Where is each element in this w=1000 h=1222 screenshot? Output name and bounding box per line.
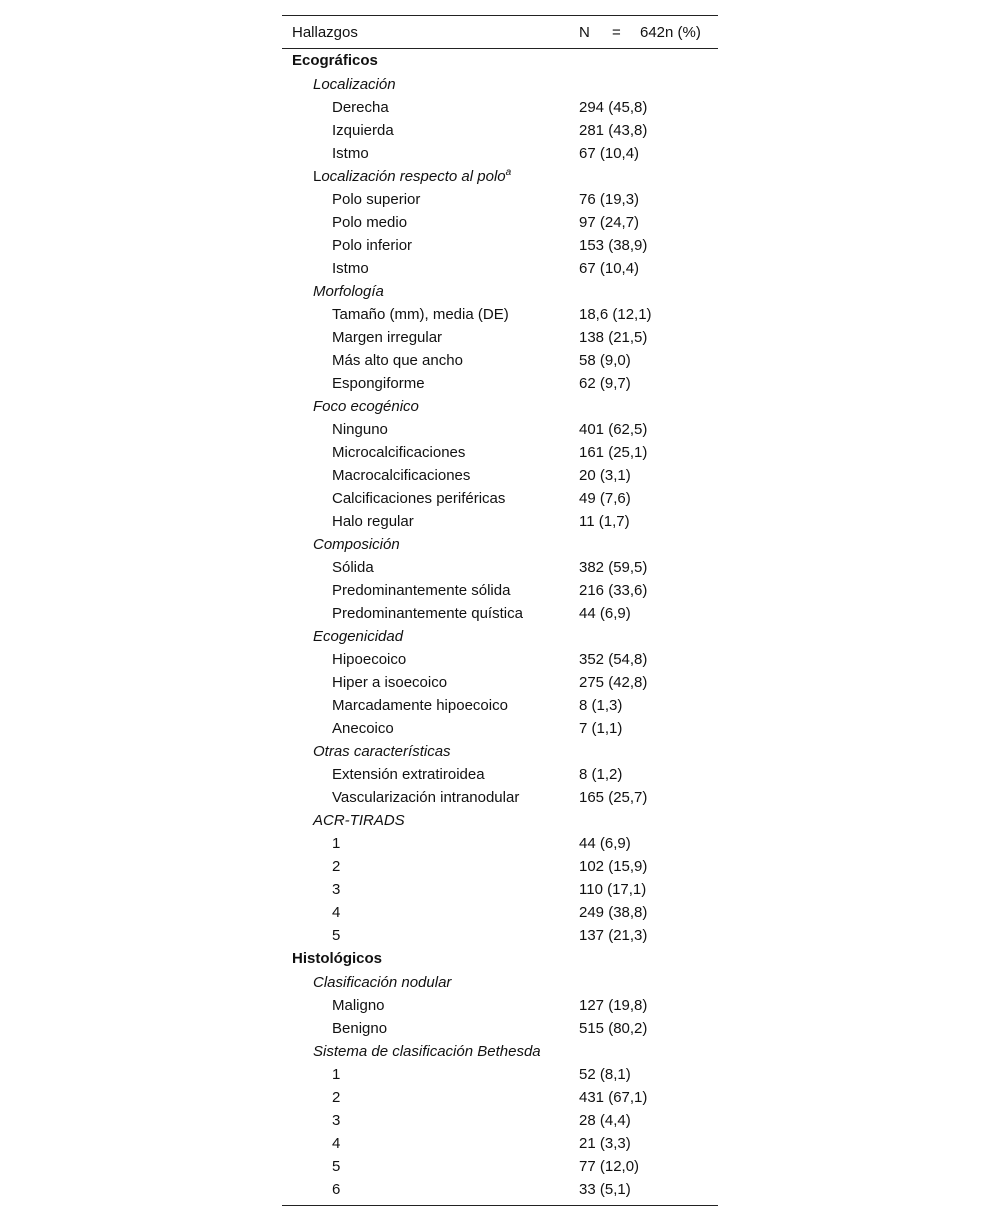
row-label: Microcalcificaciones <box>332 444 466 461</box>
row-value: 18,6 (12,1) <box>579 306 652 323</box>
row-label: Istmo <box>332 260 369 277</box>
row-value: 76 (19,3) <box>579 191 640 208</box>
row-value: 77 (12,0) <box>579 1158 640 1175</box>
row-value: 58 (9,0) <box>579 352 631 369</box>
group-row <box>282 280 718 303</box>
row-label: Izquierda <box>332 122 394 139</box>
row-label: Tamaño (mm), media (DE) <box>332 306 509 323</box>
row-label: Macrocalcificaciones <box>332 467 471 484</box>
row-label: Foco ecogénico <box>313 398 419 415</box>
row-label: Marcadamente hipoecoico <box>332 697 508 714</box>
section-row <box>282 49 718 73</box>
group-row <box>282 625 718 648</box>
row-label: Otras características <box>313 743 451 760</box>
row-label: Polo superior <box>332 191 421 208</box>
group-row <box>282 971 718 994</box>
table-row <box>282 763 718 786</box>
header-equals: = <box>612 24 621 41</box>
group-row <box>282 395 718 418</box>
row-label: 4 <box>332 904 341 921</box>
row-label: Localización <box>313 76 396 93</box>
table-row <box>282 694 718 717</box>
row-value: 281 (43,8) <box>579 122 648 139</box>
table-row <box>282 579 718 602</box>
row-value: 8 (1,2) <box>579 766 623 783</box>
row-value: 67 (10,4) <box>579 260 640 277</box>
row-label: Hipoecoico <box>332 651 407 668</box>
table-row <box>282 464 718 487</box>
row-label: 5 <box>332 1158 341 1175</box>
table-row <box>282 211 718 234</box>
row-value: 110 (17,1) <box>579 881 647 898</box>
row-label: Derecha <box>332 99 389 116</box>
table-row <box>282 372 718 395</box>
table-row <box>282 855 718 878</box>
group-row <box>282 740 718 763</box>
table-row <box>282 349 718 372</box>
row-value: 8 (1,3) <box>579 697 623 714</box>
row-value: 21 (3,3) <box>579 1135 631 1152</box>
row-value: 161 (25,1) <box>579 444 648 461</box>
row-label: Polo inferior <box>332 237 413 254</box>
table-row <box>282 556 718 579</box>
row-label: Polo medio <box>332 214 408 231</box>
row-label: 1 <box>332 1066 341 1083</box>
bottom-rule <box>282 1205 718 1206</box>
row-label: Predominantemente sólida <box>332 582 511 599</box>
row-label: 2 <box>332 1089 341 1106</box>
row-label: Ecogenicidad <box>313 628 404 645</box>
row-value: 44 (6,9) <box>579 605 631 622</box>
table-row <box>282 1109 718 1132</box>
footnote-marker: a <box>505 167 512 178</box>
row-label: Composición <box>313 536 400 553</box>
group-row <box>282 1040 718 1063</box>
section-row <box>282 947 718 971</box>
row-label: Clasificación nodular <box>313 974 452 991</box>
row-label: Predominantemente quística <box>332 605 523 622</box>
row-value: 49 (7,6) <box>579 490 631 507</box>
row-value: 275 (42,8) <box>579 674 648 691</box>
table-row <box>282 96 718 119</box>
table-header <box>282 16 718 48</box>
row-value: 515 (80,2) <box>579 1020 648 1037</box>
group-row <box>282 809 718 832</box>
row-label: Calcificaciones periféricas <box>332 490 506 507</box>
row-label: Maligno <box>332 997 385 1014</box>
table-row <box>282 878 718 901</box>
row-label: Sistema de clasificación Bethesda <box>313 1043 541 1060</box>
row-value: 11 (1,7) <box>579 513 630 530</box>
row-value: 216 (33,6) <box>579 582 648 599</box>
row-label: Vascularización intranodular <box>332 789 520 806</box>
row-value: 138 (21,5) <box>579 329 648 346</box>
row-label: 5 <box>332 927 341 944</box>
row-value: 20 (3,1) <box>579 467 631 484</box>
row-label: Morfología <box>313 283 384 300</box>
row-label: Benigno <box>332 1020 388 1037</box>
header-n: N <box>579 24 590 41</box>
row-value: 127 (19,8) <box>579 997 648 1014</box>
table-row <box>282 901 718 924</box>
row-label: Ecográficos <box>292 52 378 69</box>
row-label: Ninguno <box>332 421 388 438</box>
row-label: Sólida <box>332 559 374 576</box>
row-value: 44 (6,9) <box>579 835 631 852</box>
row-label: 1 <box>332 835 341 852</box>
table-body <box>282 49 718 1201</box>
header-hallazgos: Hallazgos <box>292 24 358 41</box>
table-row <box>282 1017 718 1040</box>
row-value: 97 (24,7) <box>579 214 640 231</box>
table-row <box>282 832 718 855</box>
row-label: 6 <box>332 1181 341 1198</box>
row-value: 382 (59,5) <box>579 559 648 576</box>
table-row <box>282 1063 718 1086</box>
row-value: 28 (4,4) <box>579 1112 631 1129</box>
table-row <box>282 119 718 142</box>
row-value: 7 (1,1) <box>579 720 623 737</box>
row-label: Halo regular <box>332 513 414 530</box>
row-value: 249 (38,8) <box>579 904 648 921</box>
table-row <box>282 671 718 694</box>
row-label: Istmo <box>332 145 369 162</box>
row-label: 3 <box>332 1112 341 1129</box>
row-label: 2 <box>332 858 341 875</box>
table-row <box>282 303 718 326</box>
table-row <box>282 418 718 441</box>
row-value: 52 (8,1) <box>579 1066 631 1083</box>
row-label-lead: L <box>313 168 322 185</box>
row-value: 401 (62,5) <box>579 421 648 438</box>
table-row <box>282 1132 718 1155</box>
row-label: Espongiforme <box>332 375 425 392</box>
group-row <box>282 73 718 96</box>
table-row <box>282 786 718 809</box>
header-count-pct: 642n (%) <box>640 24 701 41</box>
table-row <box>282 441 718 464</box>
table-row <box>282 142 718 165</box>
row-label: Anecoico <box>332 720 394 737</box>
row-label: 3 <box>332 881 341 898</box>
row-value: 137 (21,3) <box>579 927 648 944</box>
table-row <box>282 487 718 510</box>
row-value: 294 (45,8) <box>579 99 648 116</box>
row-value: 352 (54,8) <box>579 651 648 668</box>
row-label: 4 <box>332 1135 341 1152</box>
table-row <box>282 602 718 625</box>
table-row <box>282 924 718 947</box>
row-value: 153 (38,9) <box>579 237 648 254</box>
row-label: Margen irregular <box>332 329 443 346</box>
row-label: Hiper a isoecoico <box>332 674 448 691</box>
table-row <box>282 1086 718 1109</box>
findings-table <box>282 15 718 1206</box>
row-label: Extensión extratiroidea <box>332 766 485 783</box>
row-value: 67 (10,4) <box>579 145 640 162</box>
table-row <box>282 1178 718 1201</box>
table-row <box>282 257 718 280</box>
table-row <box>282 188 718 211</box>
table-row <box>282 717 718 740</box>
row-value: 165 (25,7) <box>579 789 648 806</box>
group-row <box>282 165 718 188</box>
row-label: ACR-TIRADS <box>313 812 405 829</box>
table-row <box>282 994 718 1017</box>
row-label: Más alto que ancho <box>332 352 463 369</box>
table-row <box>282 326 718 349</box>
row-value: 33 (5,1) <box>579 1181 631 1198</box>
group-row <box>282 533 718 556</box>
table-row <box>282 648 718 671</box>
table-row <box>282 510 718 533</box>
row-label: Histológicos <box>292 950 383 967</box>
row-value: 102 (15,9) <box>579 858 648 875</box>
row-label <box>313 165 511 188</box>
table-row <box>282 1155 718 1178</box>
row-value: 431 (67,1) <box>579 1089 648 1106</box>
row-label-text: ocalización respecto al polo <box>321 168 506 185</box>
row-value: 62 (9,7) <box>579 375 631 392</box>
table-row <box>282 234 718 257</box>
